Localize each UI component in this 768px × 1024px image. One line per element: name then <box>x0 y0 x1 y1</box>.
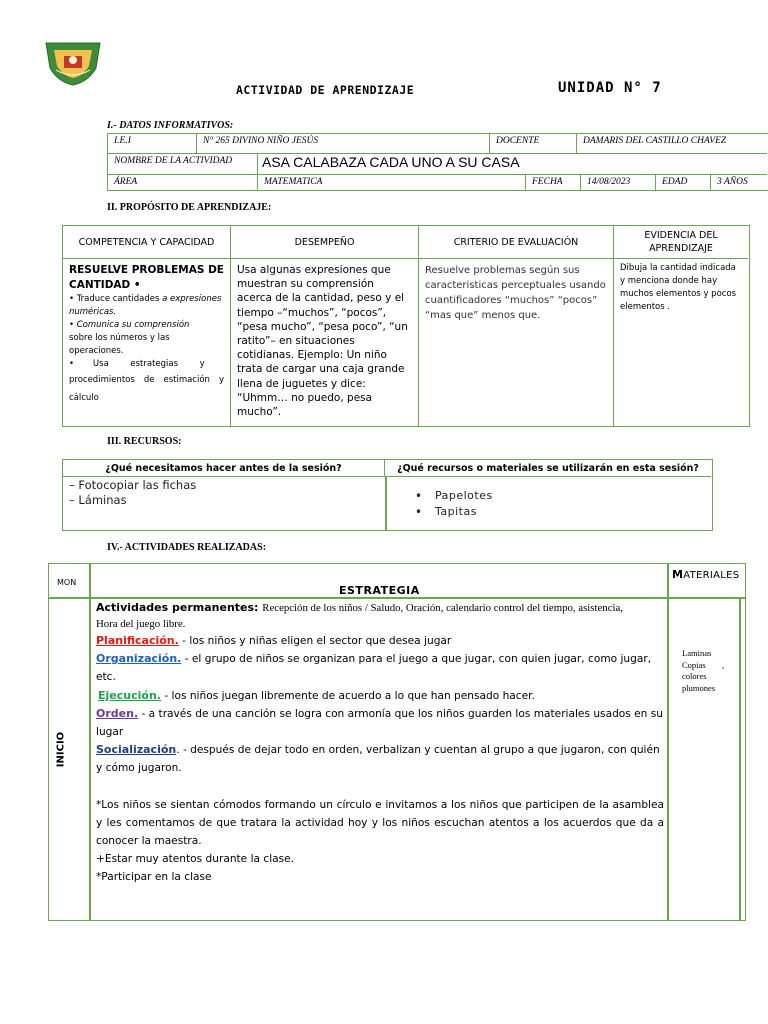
header-criterio: CRITERIO DE EVALUACIÓN <box>419 226 613 259</box>
competencia-item-2a: • Comunica su comprensión <box>69 320 190 330</box>
actividad-label: NOMBRE DE LA ACTIVIDAD <box>108 154 258 175</box>
school-logo <box>44 40 102 86</box>
material-item: Copias , <box>682 659 725 670</box>
header-desempeno: DESEMPEÑO <box>231 226 418 259</box>
header-competencia: COMPETENCIA Y CAPACIDAD <box>63 226 230 259</box>
material-item: Laminas <box>682 648 712 658</box>
materiales-header: MATERIALES <box>672 568 740 581</box>
section-heading-recursos: III. RECURSOS: <box>107 436 182 447</box>
proposito-table <box>62 225 750 427</box>
competencia-column <box>63 226 231 426</box>
material-item: plumones <box>682 682 716 693</box>
estrategia-content: Actividades permanentes: Recepción de los niños / Saludo, Oración, calendario control del tiempo, asistencia, Hora del juego libre. Planificación. - los niños y niñas eligen el sector que desea jugar Organización. - el grupo de niños se organizan para el juego a que jugar, con quien jugar, como jugar, etc. Ejecución. - los niños juegan libremente de acuerdo a lo que han pensado hacer. Orden. - a través de una canción se logra con armonía que los niños guarden los materiales usados en su lugar Socialización. - después de dejar todo en orden, verbalizan y cuentan al grupo a que jugaron, con quién y cómo jugaron. *Los niños se sientan cómodos formando un círculo e invitamos a los niños que participen de la asamblea y les comentamos de que tratara la actividad hoy y los niños escuchan atentos a los acuerdos que da a conocer la maestra. +Estar muy atentos durante la clase. *Participar en la clase <box>96 600 664 887</box>
material-item: colores <box>682 671 707 681</box>
section-heading-proposito: II. PROPÓSITO DE APRENDIZAJE: <box>107 202 272 213</box>
desempeno-text: Usa algunas expresiones que muestran su comprensión acerca de la cantidad, peso y el tiempo –“muchos”, “pocos”, “pesa mucho”, “pesa poco”, “un ratito”– en situaciones cotidianas. Ejemplo: Un niño trata de cargar una caja grande llena de juguetes y dice: “Uhmm… no puedo, pesa mucho”. <box>237 264 408 419</box>
evidencia-text: Dibuja la cantidad indicada y menciona donde hay muchos elementos y pocos elementos . <box>620 263 737 312</box>
criterio-text: Resuelve problemas según sus caracteristicas perceptuales usando cuantificadores “muchos” “pocos” “mas que” menos que. <box>425 265 606 321</box>
recursos-divider <box>385 477 387 530</box>
perm-text: Recepción de los niños / Saludo, Oración, calendario control del tiempo, asistencia, <box>262 602 623 614</box>
momento-header: MON <box>57 578 77 587</box>
docente-label: DOCENTE <box>490 134 577 154</box>
materiales-list <box>413 488 493 520</box>
socializacion-label: Socialización <box>96 743 177 757</box>
organizacion-label: Organización. <box>96 652 182 666</box>
momento-inicio: INICIO <box>55 731 67 768</box>
unit-number: UNIDAD N° 7 <box>558 80 662 96</box>
materiales-list <box>682 648 747 694</box>
question-antes: ¿Qué necesitamos hacer antes de la sesión? <box>63 460 385 477</box>
competencia-title: RESUELVE PROBLEMAS DE CANTIDAD • <box>69 264 224 291</box>
actividad-value: ASA CALABAZA CADA UNO A SU CASA <box>258 154 767 175</box>
evidencia-column <box>614 226 748 426</box>
document-title: ACTIVIDAD DE APRENDIZAJE <box>236 83 415 97</box>
juego-libre: Hora del juego libre. <box>96 618 186 630</box>
competencia-item-1b: a expresiones numéricas. <box>69 294 222 317</box>
estrategia-header: ESTRATEGIA <box>339 584 420 597</box>
actividades-table <box>48 563 746 921</box>
iei-label: I.E.I <box>108 134 197 154</box>
fecha-value: 14/08/2023 <box>581 175 656 191</box>
materiales-item: • Tapitas <box>413 504 493 520</box>
desempeno-column <box>231 226 419 426</box>
competencia-item-3b: procedimientos de estimación y cálculo <box>69 375 224 403</box>
materiales-item: • Papelotes <box>413 488 493 504</box>
competencia-item-1a: • Traduce cantidades <box>69 294 163 304</box>
ejecucion-label: Ejecución. <box>98 688 161 702</box>
antes-item: – Fotocopiar las fichas <box>69 478 197 492</box>
fecha-label: FECHA <box>526 175 581 191</box>
section-heading-actividades: IV.- ACTIVIDADES REALIZADAS: <box>107 542 267 553</box>
antes-item: – Láminas <box>69 493 127 507</box>
area-value: MATEMATICA <box>258 175 526 191</box>
question-materiales: ¿Qué recursos o materiales se utilizarán en esta sesión? <box>385 460 711 477</box>
edad-value: 3 AÑOS <box>717 177 748 187</box>
recursos-table <box>62 459 713 531</box>
orden-label: Orden. <box>96 706 139 720</box>
perm-label: Actividades permanentes <box>96 601 255 614</box>
section-heading-datos: I.- DATOS INFORMATIVOS: <box>107 120 234 131</box>
competencia-item-3a: • Usa estrategias y <box>69 359 205 369</box>
criterio-column <box>419 226 614 426</box>
competencia-item-2b: sobre los números y las operaciones. <box>69 333 170 356</box>
header-evidencia: EVIDENCIA DEL APRENDIZAJE <box>614 226 748 259</box>
area-label: ÁREA <box>108 175 258 191</box>
acuerdo-2: *Participar en la clase <box>96 871 212 884</box>
planificacion-label: Planificación. <box>96 634 179 647</box>
iei-value: N° 265 DIVINO NIÑO JESÚS <box>197 134 490 154</box>
docente-value: DAMARIS DEL CASTILLO CHAVEZ <box>577 134 767 154</box>
datos-table <box>107 133 768 191</box>
acuerdo-1: +Estar muy atentos durante la clase. <box>96 853 295 866</box>
antes-list <box>69 478 196 508</box>
edad-label: EDAD <box>656 175 711 191</box>
asamblea-text: *Los niños se sientan cómodos formando un círculo e invitamos a los niños que participen de la asamblea y les comentamos de que tratara la actividad hoy y los niños escuchan atentos a los acuerdos que da a conocer la maestra. <box>96 798 664 848</box>
